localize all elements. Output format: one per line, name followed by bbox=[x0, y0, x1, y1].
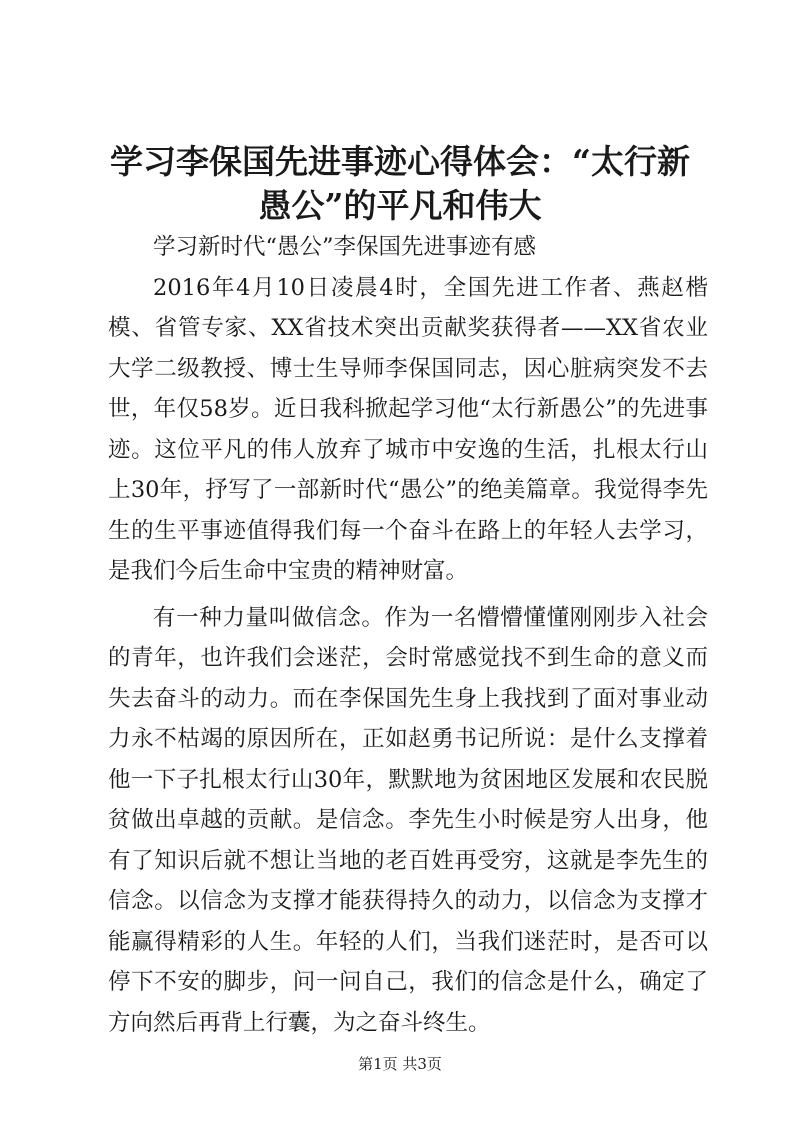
document-title: 学习李保国先进事迹心得体会：“太行新愚公”的平凡和伟大 bbox=[110, 142, 690, 225]
page-number-footer: 第1页 共3页 bbox=[358, 1055, 442, 1073]
document-body bbox=[108, 227, 708, 1043]
body-paragraph-2: 有一种力量叫做信念。作为一名懵懵懂懂刚刚步入社会的青年，也许我们会迷茫，会时常感觉找不到生命的意义而失去奋斗的动力。而在李保国先生身上我找到了面对事业动力永不枯竭的原因所在，正如赵勇书记所说：是什么支撑着他一下子扎根太行山30年，默默地为贫困地区发展和农民脱贫做出卓越的贡献。是信念。李先生小时候是穷人出身，他有了知识后就不想让当地的老百姓再受穷，这就是李先生的信念。以信念为支撑才能获得持久的动力，以信念为支撑才能赢得精彩的人生。年轻的人们，当我们迷茫时，是否可以停下不安的脚步，问一问自己，我们的信念是什么，确定了方向然后再背上行囊，为之奋斗终生。 bbox=[108, 604, 708, 1036]
subtitle-paragraph: 学习新时代“愚公”李保国先进事迹有感 bbox=[153, 234, 537, 260]
body-paragraph-1: 2016年4月10日凌晨4时，全国先进工作者、燕赵楷模、省管专家、XX省技术突出贡献奖获得者——XX省农业大学二级教授、博士生导师李保国同志，因心脏病突发不去世，年仅58岁。近日我科掀起学习他“太行新愚公”的先进事迹。这位平凡的伟人放弃了城市中安逸的生活，扎根太行山上30年，抒写了一部新时代“愚公”的绝美篇章。我觉得李先生的生平事迹值得我们每一个奋斗在路上的年轻人去学习，是我们今后生命中宝贵的精神财富。 bbox=[108, 274, 708, 584]
